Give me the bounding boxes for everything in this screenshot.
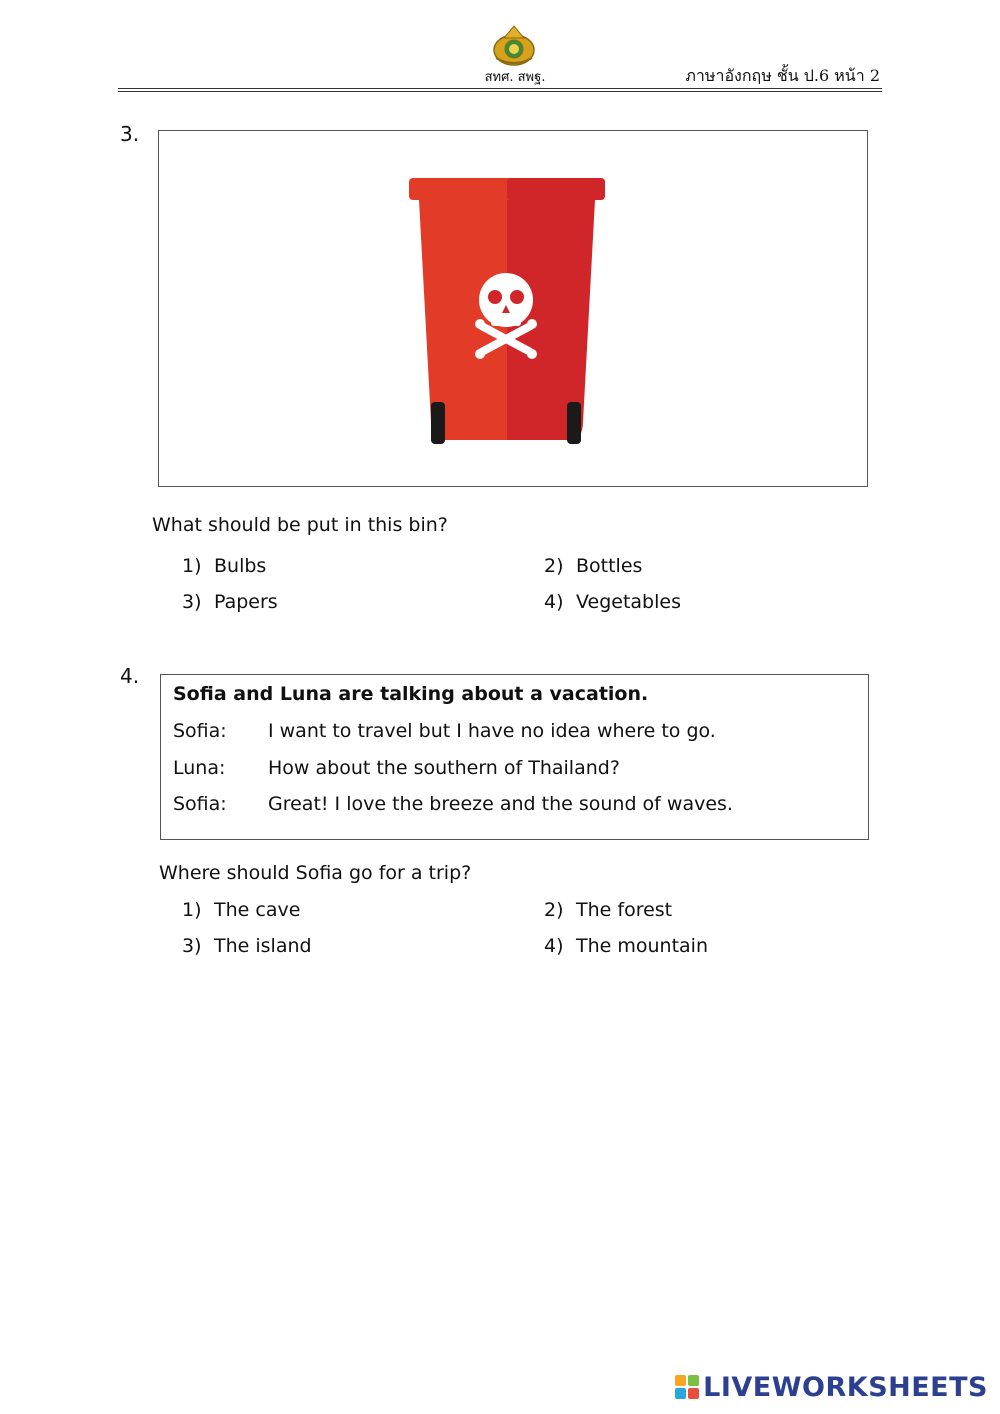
header-divider <box>118 88 882 89</box>
q4-option-1[interactable]: 1) The cave <box>182 899 301 921</box>
dialog-line: How about the southern of Thailand? <box>268 757 620 779</box>
q4-number: 4. <box>120 664 140 688</box>
subject-page-label: ภาษาอังกฤษ ชั้น ป.6 หน้า 2 <box>685 66 880 85</box>
dialog-line: Great! I love the breeze and the sound of waves. <box>268 793 733 815</box>
liveworksheets-logo[interactable] <box>675 1370 988 1404</box>
hazardous-bin-icon <box>405 172 609 448</box>
q3-option-1[interactable]: 1) Bulbs <box>182 555 267 577</box>
dialog-speaker: Luna: <box>173 757 226 779</box>
q3-number: 3. <box>120 122 140 146</box>
q3-option-4[interactable]: 4) Vegetables <box>544 591 681 613</box>
dialog-speaker: Sofia: <box>173 720 227 742</box>
q4-option-2[interactable]: 2) The forest <box>544 899 673 921</box>
q3-option-2[interactable]: 2) Bottles <box>544 555 643 577</box>
header-divider-second <box>118 91 882 92</box>
dialog-line: I want to travel but I have no idea where to go. <box>268 720 716 742</box>
emblem-logo-icon <box>490 24 538 68</box>
dialog-speaker: Sofia: <box>173 793 227 815</box>
q3-question: What should be put in this bin? <box>152 514 448 536</box>
q4-option-4[interactable]: 4) The mountain <box>544 935 709 957</box>
q4-dialog-title: Sofia and Luna are talking about a vacation. <box>173 683 649 705</box>
q4-question: Where should Sofia go for a trip? <box>159 862 472 884</box>
live-blocks-icon <box>675 1375 699 1399</box>
q4-option-3[interactable]: 3) The island <box>182 935 312 957</box>
q3-option-3[interactable]: 3) Papers <box>182 591 278 613</box>
brand-text: LIVEWORKSHEETS <box>703 1371 988 1403</box>
logo-caption: สทศ. สพฐ. <box>484 70 546 85</box>
